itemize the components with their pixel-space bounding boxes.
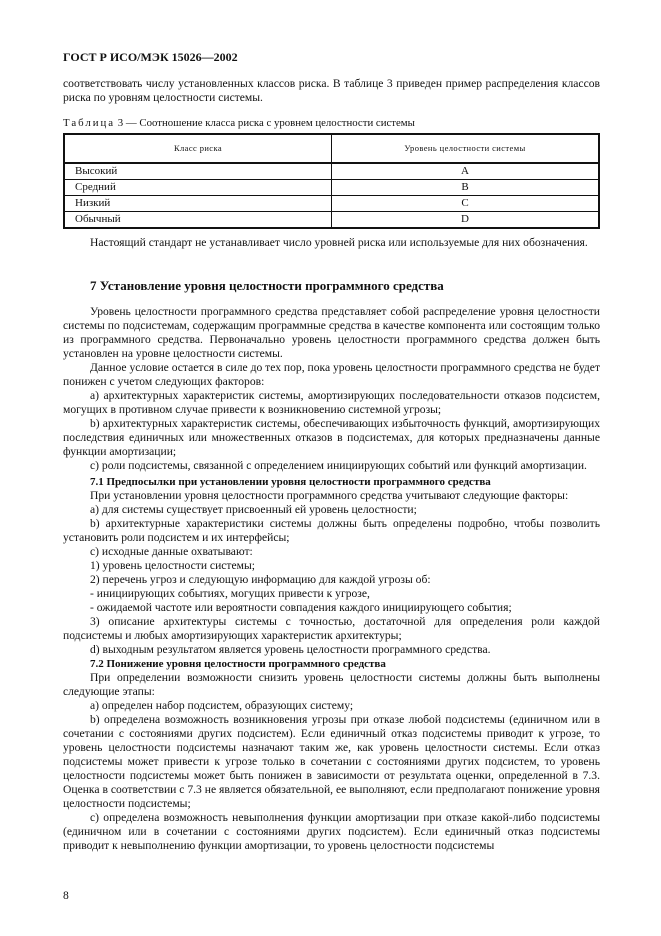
intro-paragraph	[63, 77, 600, 105]
risk-class-cell: Средний	[64, 180, 332, 196]
paragraph: c) исходные данные охватывают:	[90, 545, 253, 558]
paragraph: При установлении уровня целостности программного средства учитывают следующие факторы:	[90, 489, 569, 502]
paragraph: 1) уровень целостности системы;	[90, 559, 255, 572]
integrity-level-cell: A	[332, 163, 600, 180]
table-caption-label: Таблица	[63, 117, 116, 129]
table-header-row	[64, 134, 599, 163]
table-row	[64, 196, 599, 212]
page-number: 8	[63, 889, 69, 902]
paragraph: 2) перечень угроз и следующую информацию для каждой угрозы об:	[90, 573, 431, 586]
table-caption	[63, 116, 600, 130]
section-7-1	[63, 475, 600, 853]
section-heading: 7 Установление уровня целостности программного средства	[90, 278, 444, 293]
subsection-heading: 7.2 Понижение уровня целостности программного средства	[90, 658, 386, 670]
paragraph: Настоящий стандарт не устанавливает число уровней риска или используемые для них обозначения.	[90, 236, 588, 249]
table-row	[64, 212, 599, 229]
document-header: ГОСТ Р ИСО/МЭК 15026—2002	[63, 50, 238, 64]
paragraph: c) роли подсистемы, связанной с определением инициирующих событий или функций амортизации.	[90, 459, 587, 472]
risk-class-cell: Высокий	[64, 163, 332, 180]
integrity-level-cell: B	[332, 180, 600, 196]
paragraph: b) определена возможность возникновения угрозы при отказе любой подсистемы (единичном или в сочетании с состояниями других подсистем). Если единичный отказ подсистемы приводит к угрозе, то уровень целостности подсистемы назначают таким же, как уровень целостности системы. Если отказ подсистемы может привести к угрозе только в сочетании с состояниями других подсистем, то уровень целостности подсистемы может быть понижен в зависимости от результата оценки, определенной в 7.3. Оценка в соответствии с 7.3 не является обязательной, ее выполняют, если предполагают понижение уровня целостности подсистемы;	[63, 713, 600, 810]
after-table-block	[63, 236, 600, 250]
paragraph: При определении возможности снизить уровень целостности системы должны быть выполнены следующие этапы:	[63, 671, 600, 698]
paragraph: a) архитектурных характеристик системы, амортизирующих последовательности отказов подсистем, могущих в противном случае привести к возникновению системной угрозы;	[63, 389, 600, 416]
table-row	[64, 163, 599, 180]
paragraph: b) архитектурные характеристики системы должны быть определены подробно, чтобы позволить установить роли подсистем и их интерфейсы;	[63, 517, 600, 544]
paragraph: Данное условие остается в силе до тех пор, пока уровень целостности программного средства не будет понижен с учетом следующих факторов:	[63, 361, 601, 388]
column-header: Класс риска	[64, 134, 332, 163]
paragraph: 3) описание архитектуры системы с точностью, достаточной для определения роли каждой подсистемы и любых амортизирующих характеристик архитектуры;	[63, 615, 600, 642]
paragraph: - ожидаемой частоте или вероятности совпадения каждого инициирующего события;	[90, 601, 512, 614]
column-header: Уровень целостности системы	[332, 134, 600, 163]
risk-class-table	[63, 133, 600, 229]
paragraph: Уровень целостности программного средства представляет собой распределение уровня целостности системы по подсистемам, содержащим программные средства в качестве компонента или состоящим только из программного средства. Первоначально уровень целостности программного средства должен быть установлен на уровне целостности системы.	[63, 305, 600, 360]
paragraph: - инициирующих событиях, могущих привести к угрозе,	[90, 587, 370, 600]
integrity-level-cell: C	[332, 196, 600, 212]
subsection-heading: 7.1 Предпосылки при установлении уровня целостности программного средства	[90, 476, 491, 488]
paragraph: c) определена возможность невыполнения функции амортизации при отказе какой-либо подсистемы (единичном или в сочетании с состояниями других подсистем). Если единичный отказ подсистемы приводит к невыполнению функции амортизации, то уровень целостности подсистемы	[63, 811, 600, 852]
integrity-level-cell: D	[332, 212, 600, 229]
table-row	[64, 180, 599, 196]
paragraph: соответствовать числу установленных классов риска. В таблице 3 приведен пример распределения классов риска по уровням целостности системы.	[63, 77, 600, 104]
paragraph: b) архитектурных характеристик системы, обеспечивающих избыточность функций, амортизирующих последствия единичных или множественных отказов в подсистемах, для которых предназначены данные функции амортизации;	[63, 417, 600, 458]
paragraph: d) выходным результатом является уровень целостности программного средства.	[90, 643, 491, 656]
risk-class-cell: Низкий	[64, 196, 332, 212]
risk-class-cell: Обычный	[64, 212, 332, 229]
section-7	[63, 279, 600, 473]
paragraph: a) определен набор подсистем, образующих систему;	[90, 699, 354, 712]
table-caption-text: 3 — Соотношение класса риска с уровнем целостности системы	[115, 117, 415, 129]
paragraph: a) для системы существует присвоенный ей уровень целостности;	[90, 503, 417, 516]
